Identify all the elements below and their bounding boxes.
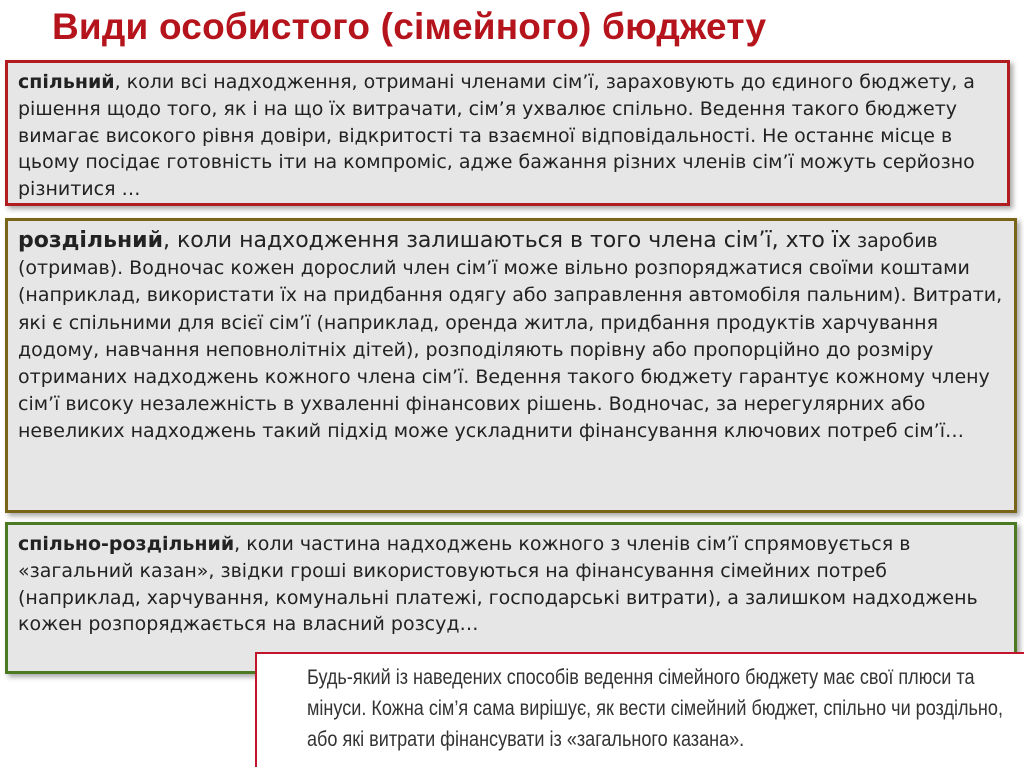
budget-type-joint-text [18, 69, 997, 203]
budget-type-joint-description: , коли всі надходження, отримані членами сім’ї, зараховують до єдиного бюджету, а рішення щодо того, як і на що їх витрачати, сім’я ухвалює спільно. Ведення такого бюджету вимагає високого рівня довіри, відкритості та взаємної відповідальності. Не останнє місце в цьому посідає готовність іти на компроміс, адже бажання різних членів сім’ї можуть серйозно різнитися … [18, 71, 975, 201]
summary-note [255, 652, 1024, 767]
page-title: Види особистого (сімейного) бюджету [52, 6, 767, 47]
budget-type-mixed-description: , коли частина надходжень кожного з членів сім’ї спрямовується в «загальний казан», звідки гроші використовуються на фінансування сімейних потреб (наприклад, харчування, комунальні платежі, господарські витрати), а залишком надходжень кожен розпоряджається на власний розсуд… [18, 533, 978, 636]
budget-type-separate-text [18, 227, 1004, 446]
budget-type-joint-term: спільний [18, 71, 115, 93]
budget-type-mixed-text [18, 531, 1004, 638]
summary-note-text: Будь-який із наведених способів ведення сімейного бюджету має свої плюси та мінуси. Кожна сім’я сама вирішує, як вести сімейний бюджет, спільно чи роздільно, або які витрати фінансувати із «загального казана». [307, 666, 1003, 751]
budget-type-separate-description: заробив (отримав). Водночас кожен дорослий член сім’ї може вільно розпоряджатися своїми коштами (наприклад, використати їх на придбання одягу або заправлення автомобіля пальним). Витрати, які є спільними для всієї сім’ї (наприклад, оренда житла, придбання продуктів харчування додому, навчання неповнолітніх дітей), розподіляють порівну або пропорційно до розміру отриманих надходжень кожного члена сім’ї. Ведення такого бюджету гарантує кожному члену сім’ї високу незалежність в ухваленні фінансових рішень. Водночас, за нерегулярних або невеликих надходжень такий підхід може ускладнити фінансування ключових потреб сім’ї… [18, 230, 1003, 443]
budget-type-separate-card [5, 218, 1017, 513]
budget-type-separate-lead: , коли надходження залишаються в того члена сім’ї, хто їх [163, 228, 852, 253]
budget-type-mixed-term: спільно-роздільний [18, 533, 235, 555]
budget-type-joint-card [5, 60, 1010, 206]
budget-type-separate-term: роздільний [18, 228, 164, 253]
